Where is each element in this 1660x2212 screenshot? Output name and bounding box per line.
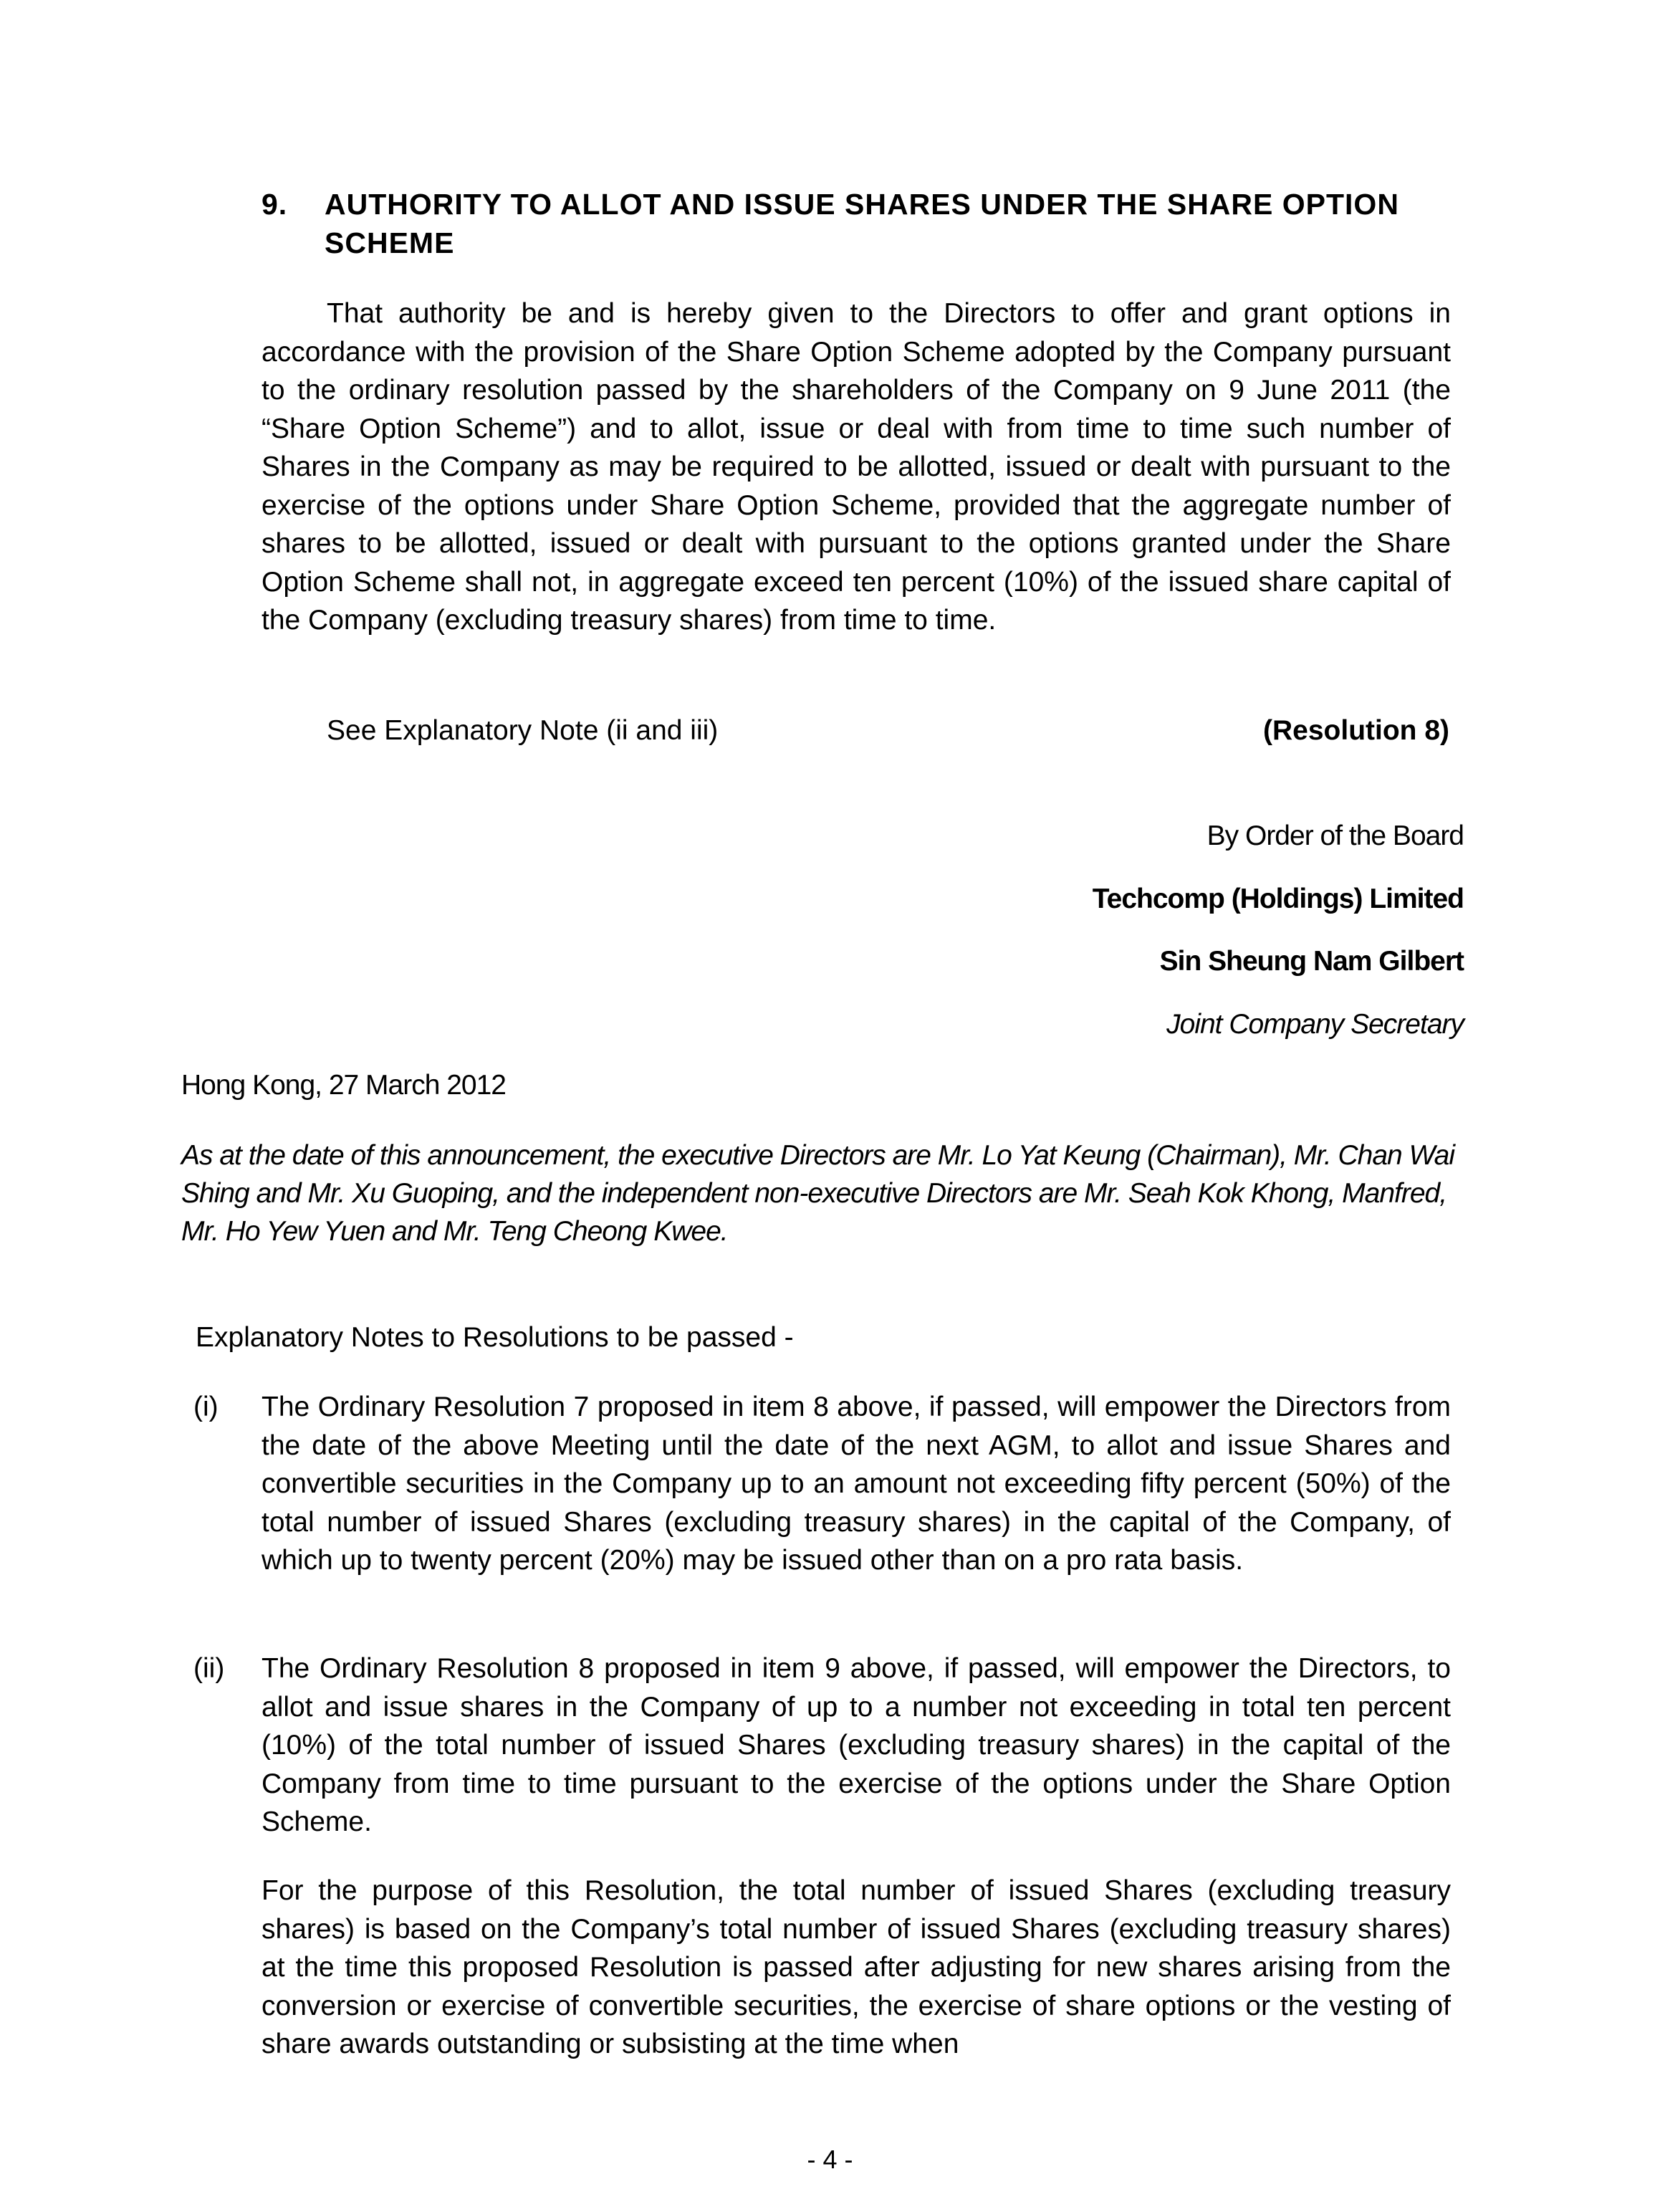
resolution-label: (Resolution 8) <box>1263 715 1449 746</box>
note-marker: (i) <box>193 1392 219 1422</box>
note-marker: (ii) <box>193 1653 225 1684</box>
note-text: The Ordinary Resolution 7 proposed in item 8 above, if passed, will empower the Directors from the date of the above Meeting until the date of the next AGM, to allot and issue Shares and convertible securities in the Company up to an amount not exceeding fifty percent (50%) of the total number of issued Shares (excluding treasury shares) in the capital of the Company, of which up to twenty percent (20%) may be issued other than on a pro rata basis. <box>262 1392 1451 1576</box>
signoff-name: Sin Sheung Nam Gilbert <box>1159 946 1464 977</box>
resolution-paragraph: That authority be and is hereby given to the Directors to offer and grant options in accordance with the provision of the Share Option Scheme adopted by the Company pursuant to the ordinary resolution passed by the shareholders of the Company on 9 June 2011 (the “Share Option Scheme”) and to allot, issue or deal with from time to time such number of Shares in the Company as may be required to be allotted, issued or dealt with pursuant to the exercise of the options under Share Option Scheme, provided that the aggregate number of shares to be allotted, issued or dealt with pursuant to the options granted under the Share Option Scheme shall not, in aggregate exceed ten percent (10%) of the issued share capital of the Company (excluding treasury shares) from time to time. <box>262 298 1451 636</box>
note-continuation: For the purpose of this Resolution, the total number of issued Shares (excluding treasury shares) is based on the Company’s total number of issued Shares (excluding treasury shares) at the time this proposed Resolution is passed after adjusting for new shares arising from the conversion or exercise of convertible securities, the exercise of share options or the vesting of share awards outstanding or subsisting at the time when <box>262 1875 1451 2059</box>
section-title: AUTHORITY TO ALLOT AND ISSUE SHARES UNDER THE SHARE OPTION SCHEME <box>325 188 1399 259</box>
signoff-order: By Order of the Board <box>1206 820 1464 851</box>
place-date: Hong Kong, 27 March 2012 <box>181 1070 506 1101</box>
resolution-reference-row <box>327 712 1449 750</box>
note-text: The Ordinary Resolution 8 proposed in item 9 above, if passed, will empower the Directors, to allot and issue shares in the Company of up to a number not exceeding in total ten percent (10%) of the total number of issued Shares (excluding treasury shares) in the capital of the Company from time to time pursuant to the exercise of the options under the Share Option Scheme. <box>262 1653 1451 1837</box>
section-number: 9. <box>262 188 288 221</box>
signoff-role: Joint Company Secretary <box>1166 1009 1464 1040</box>
explanatory-reference: See Explanatory Note (ii and iii) <box>327 715 719 746</box>
directors-statement: As at the date of this announcement, the executive Directors are Mr. Lo Yat Keung (Chairman), Mr. Chan Wai Shing and Mr. Xu Guoping, and the independent non-executive Directors are Mr. Seah Kok Khong, Manfred, Mr. Ho Yew Yuen and Mr. Teng Cheong Kwee. <box>181 1140 1455 1247</box>
page-number: - 4 - <box>807 2145 853 2174</box>
signoff-company: Techcomp (Holdings) Limited <box>1092 884 1464 914</box>
notes-heading: Explanatory Notes to Resolutions to be passed - <box>196 1322 794 1353</box>
